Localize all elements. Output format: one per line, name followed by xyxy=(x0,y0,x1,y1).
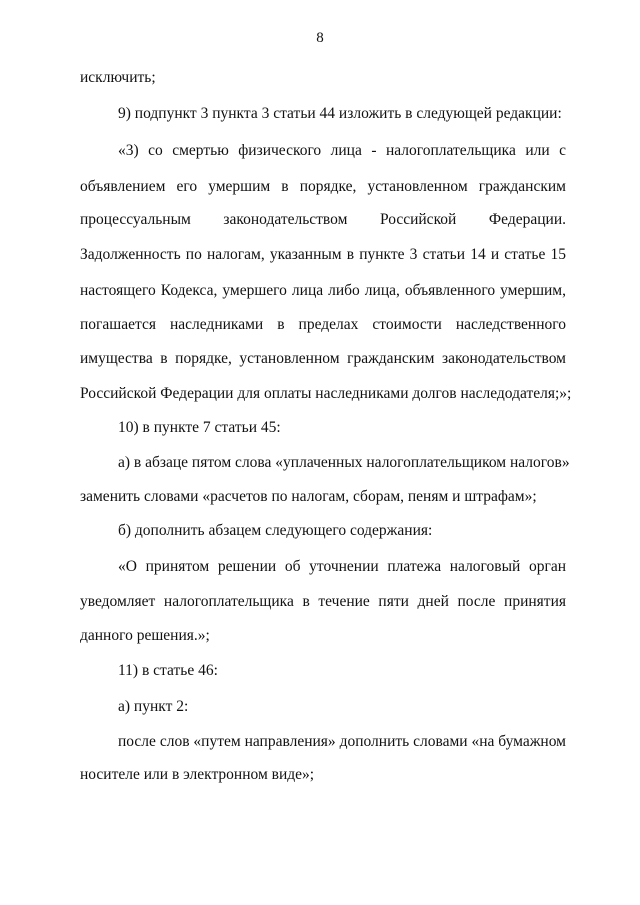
text-line: «3) со смертью физического лица - налогоплательщика или с xyxy=(118,142,566,159)
text-line: носителе или в электронном виде»; xyxy=(80,766,315,783)
text-line: «О принятом решении об уточнении платежа налоговый орган xyxy=(118,558,566,575)
text-line: а) пункт 2: xyxy=(118,698,189,715)
text-line: исключить; xyxy=(80,69,156,86)
text-line: погашается наследниками в пределах стоимости наследственного xyxy=(80,316,566,333)
text-line: 9) подпункт 3 пункта 3 статьи 44 изложить в следующей редакции: xyxy=(118,105,562,122)
text-line: 10) в пункте 7 статьи 45: xyxy=(118,419,281,436)
text-line: объявлением его умершим в порядке, установленном гражданским xyxy=(80,178,566,195)
text-line: после слов «путем направления» дополнить словами «на бумажном xyxy=(118,733,566,750)
text-line: Задолженность по налогам, указанным в пункте 3 статьи 14 и статье 15 xyxy=(80,246,566,263)
text-line: уведомляет налогоплательщика в течение пяти дней после принятия xyxy=(80,593,566,610)
page-number: 8 xyxy=(316,30,324,46)
text-line: процессуальным законодательством Российской Федерации. xyxy=(80,211,566,228)
text-line: б) дополнить абзацем следующего содержания: xyxy=(118,522,433,539)
text-line: Российской Федерации для оплаты наследниками долгов наследодателя;»; xyxy=(80,385,572,402)
text-line: данного решения.»; xyxy=(80,627,210,644)
text-line: 11) в статье 46: xyxy=(118,662,218,679)
text-line: имущества в порядке, установленном гражданским законодательством xyxy=(80,350,566,367)
text-line: настоящего Кодекса, умершего лица либо лица, объявленного умершим, xyxy=(80,282,566,299)
text-line: заменить словами «расчетов по налогам, сборам, пеням и штрафам»; xyxy=(80,488,537,505)
text-line: а) в абзаце пятом слова «уплаченных налогоплательщиком налогов» xyxy=(118,454,570,471)
